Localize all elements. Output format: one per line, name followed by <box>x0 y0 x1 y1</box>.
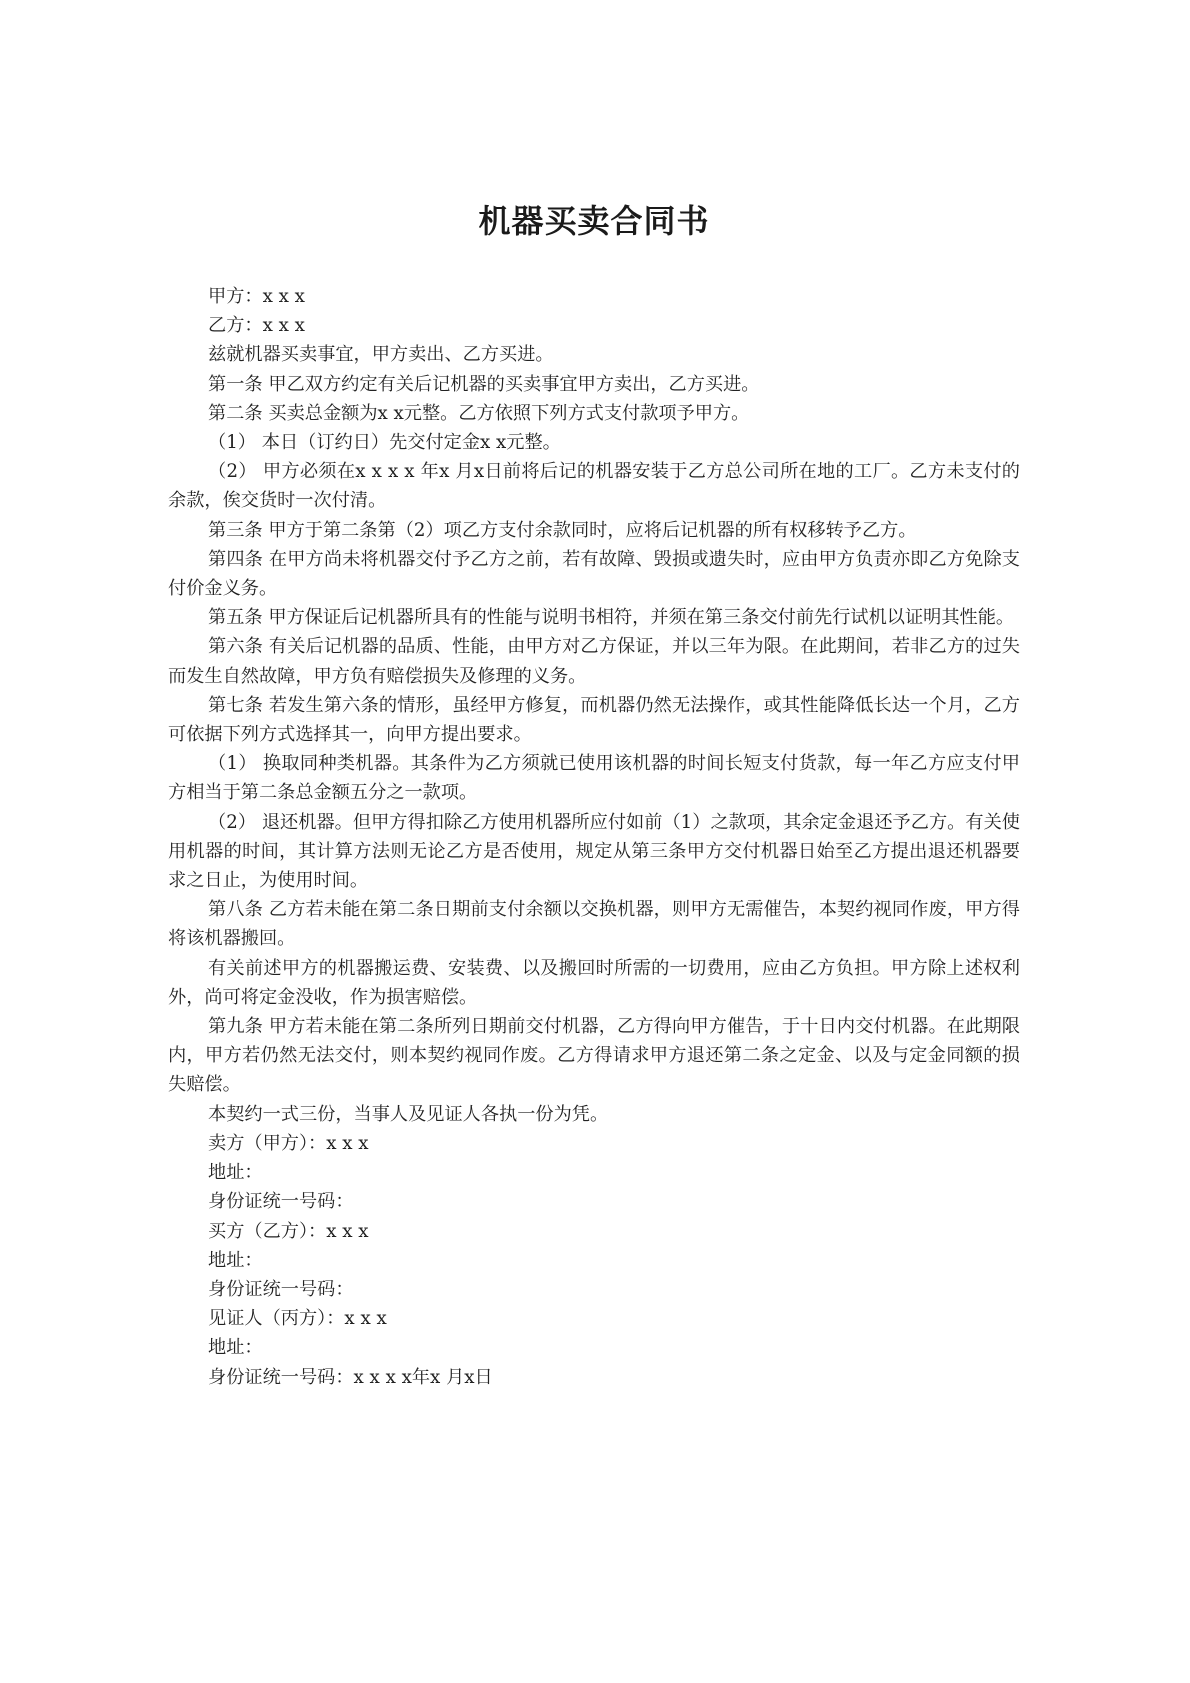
signature-seller: 卖方（甲方）：x x x <box>208 1132 369 1154</box>
paragraph-article-2-item-2: （2） 甲方必须在x x x x 年x 月x日前将后记的机器安装于乙方总公司所在地的工厂。乙方未支付的余款，俟交货时一次付清。 <box>168 461 1020 512</box>
signature-witness-address: 地址： <box>208 1337 263 1359</box>
document-title: 机器买卖合同书 <box>478 202 710 240</box>
paragraph-copies: 本契约一式三份，当事人及见证人各执一份为凭。 <box>208 1103 609 1125</box>
signature-seller-id: 身份证统一号码： <box>208 1191 354 1213</box>
signature-buyer-id: 身份证统一号码： <box>208 1278 354 1300</box>
paragraph-article-8-costs: 有关前述甲方的机器搬运费、安装费、以及搬回时所需的一切费用，应由乙方负担。甲方除上述权利外，尚可将定金没收，作为损害赔偿。 <box>168 957 1020 1008</box>
paragraph-party-a: 甲方：x x x <box>208 286 305 307</box>
paragraph-article-2-item-1: （1） 本日（订约日）先交付定金x x元整。 <box>208 432 561 454</box>
signature-witness-id-date: 身份证统一号码：x x x x年x 月x日 <box>208 1366 493 1388</box>
paragraph-article-6: 第六条 有关后记机器的品质、性能，由甲方对乙方保证，并以三年为限。在此期间，若非乙方的过失而发生自然故障，甲方负有赔偿损失及修理的义务。 <box>168 636 1020 687</box>
paragraph-article-1: 第一条 甲乙双方约定有关后记机器的买卖事宜甲方卖出，乙方买进。 <box>208 373 760 395</box>
paragraph-article-9: 第九条 甲方若未能在第二条所列日期前交付机器，乙方得向甲方催告，于十日内交付机器。在此期限内，甲方若仍然无法交付，则本契约视同作废。乙方得请求甲方退还第二条之定金、以及与定金同额的损失赔偿。 <box>168 1016 1020 1096</box>
document-body <box>168 282 1020 1392</box>
signature-buyer-address: 地址： <box>208 1249 263 1271</box>
paragraph-article-3: 第三条 甲方于第二条第（2）项乙方支付余款同时，应将后记机器的所有权移转予乙方。 <box>208 519 917 541</box>
signature-witness: 见证人（丙方）：x x x <box>208 1308 387 1330</box>
paragraph-article-2: 第二条 买卖总金额为x x元整。乙方依照下列方式支付款项予甲方。 <box>208 402 750 424</box>
paragraph-article-7-item-2: （2） 退还机器。但甲方得扣除乙方使用机器所应付如前（1）之款项，其余定金退还予乙方。有关使用机器的时间，其计算方法则无论乙方是否使用，规定从第三条甲方交付机器日始至乙方提出退还机器要求之日止，为使用时间。 <box>168 811 1020 892</box>
signature-buyer: 买方（乙方）：x x x <box>208 1220 369 1242</box>
paragraph-article-8: 第八条 乙方若未能在第二条日期前支付余额以交换机器，则甲方无需催告，本契约视同作废，甲方得将该机器搬回。 <box>168 899 1020 950</box>
signature-seller-address: 地址： <box>208 1162 263 1184</box>
paragraph-article-7: 第七条 若发生第六条的情形，虽经甲方修复，而机器仍然无法操作，或其性能降低长达一个月，乙方可依据下列方式选择其一，向甲方提出要求。 <box>168 694 1020 746</box>
paragraph-party-b: 乙方：x x x <box>208 315 305 337</box>
paragraph-article-7-item-1: （1） 换取同种类机器。其条件为乙方须就已使用该机器的时间长短支付货款，每一年乙方应支付甲方相当于第二条总金额五分之一款项。 <box>168 753 1020 804</box>
paragraph-preamble: 兹就机器买卖事宜，甲方卖出、乙方买进。 <box>208 344 554 366</box>
paragraph-article-4: 第四条 在甲方尚未将机器交付予乙方之前，若有故障、毁损或遗失时，应由甲方负责亦即乙方免除支付价金义务。 <box>168 548 1020 600</box>
paragraph-article-5: 第五条 甲方保证后记机器所具有的性能与说明书相符，并须在第三条交付前先行试机以证明其性能。 <box>208 607 1015 629</box>
